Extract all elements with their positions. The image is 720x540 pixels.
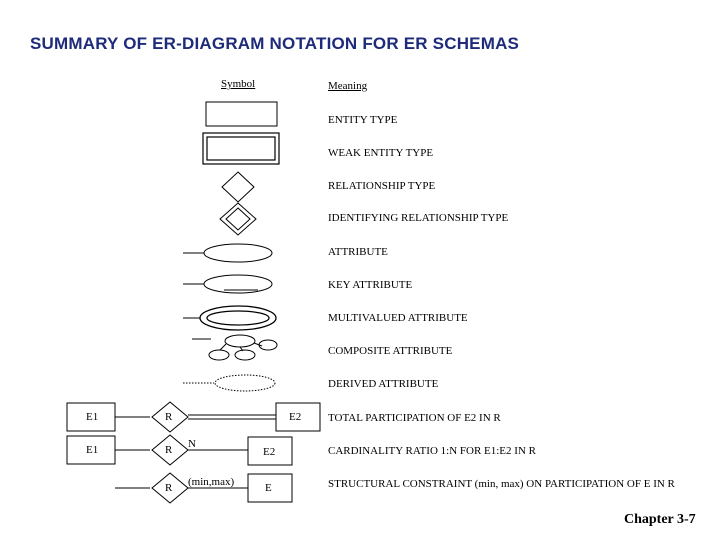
derived-attribute-symbol [183,375,275,391]
entity-e2-label-row1: E2 [289,411,302,423]
entity-e-label-row3: E [265,482,272,494]
multivalued-attribute-symbol [183,306,276,330]
meaning-composite-attribute: COMPOSITE ATTRIBUTE [328,345,453,357]
meaning-attribute: ATTRIBUTE [328,246,388,258]
cardinality-ratio-symbol [67,435,292,465]
relationship-type-symbol [222,172,254,202]
meaning-weak-entity-type: WEAK ENTITY TYPE [328,147,434,159]
entity-e1-label-row2: E1 [86,444,99,456]
key-attribute-symbol [183,275,272,293]
relationship-r-label-row2: R [165,444,173,456]
composite-attribute-symbol [192,335,277,360]
chapter-footer: Chapter 3-7 [624,512,696,527]
symbol-column-header: Symbol [221,78,256,90]
entity-e2-label-row2: E2 [263,446,276,458]
relationship-r-label-row3: R [165,482,173,494]
meaning-entity-type: ENTITY TYPE [328,114,398,126]
weak-entity-type-symbol [203,133,279,164]
attribute-symbol [183,244,272,262]
meaning-total-participation: TOTAL PARTICIPATION OF E2 IN R [328,412,501,424]
page-title: SUMMARY OF ER-DIAGRAM NOTATION FOR ER SCHEMAS [30,34,520,53]
relationship-r-label-row1: R [165,411,173,423]
meaning-multivalued-attribute: MULTIVALUED ATTRIBUTE [328,312,468,324]
meaning-cardinality-ratio: CARDINALITY RATIO 1:N FOR E1:E2 IN R [328,445,536,457]
identifying-relationship-type-symbol [220,203,256,235]
total-participation-symbol [67,402,320,432]
meaning-derived-attribute: DERIVED ATTRIBUTE [328,378,439,390]
meaning-relationship-type: RELATIONSHIP TYPE [328,180,436,192]
meaning-key-attribute: KEY ATTRIBUTE [328,279,413,291]
entity-type-symbol [206,102,277,126]
e1-text: E1 [86,411,99,423]
meaning-identifying-relationship-type: IDENTIFYING RELATIONSHIP TYPE [328,212,509,224]
meaning-column-header: Meaning [328,80,368,92]
meaning-structural-constraint: STRUCTURAL CONSTRAINT (min, max) ON PARTICIPATION OF E IN R [328,478,675,490]
min-max-label: (min,max) [188,476,235,488]
entity-e1-label-row1 [86,411,98,424]
cardinality-n-label: N [188,438,196,450]
